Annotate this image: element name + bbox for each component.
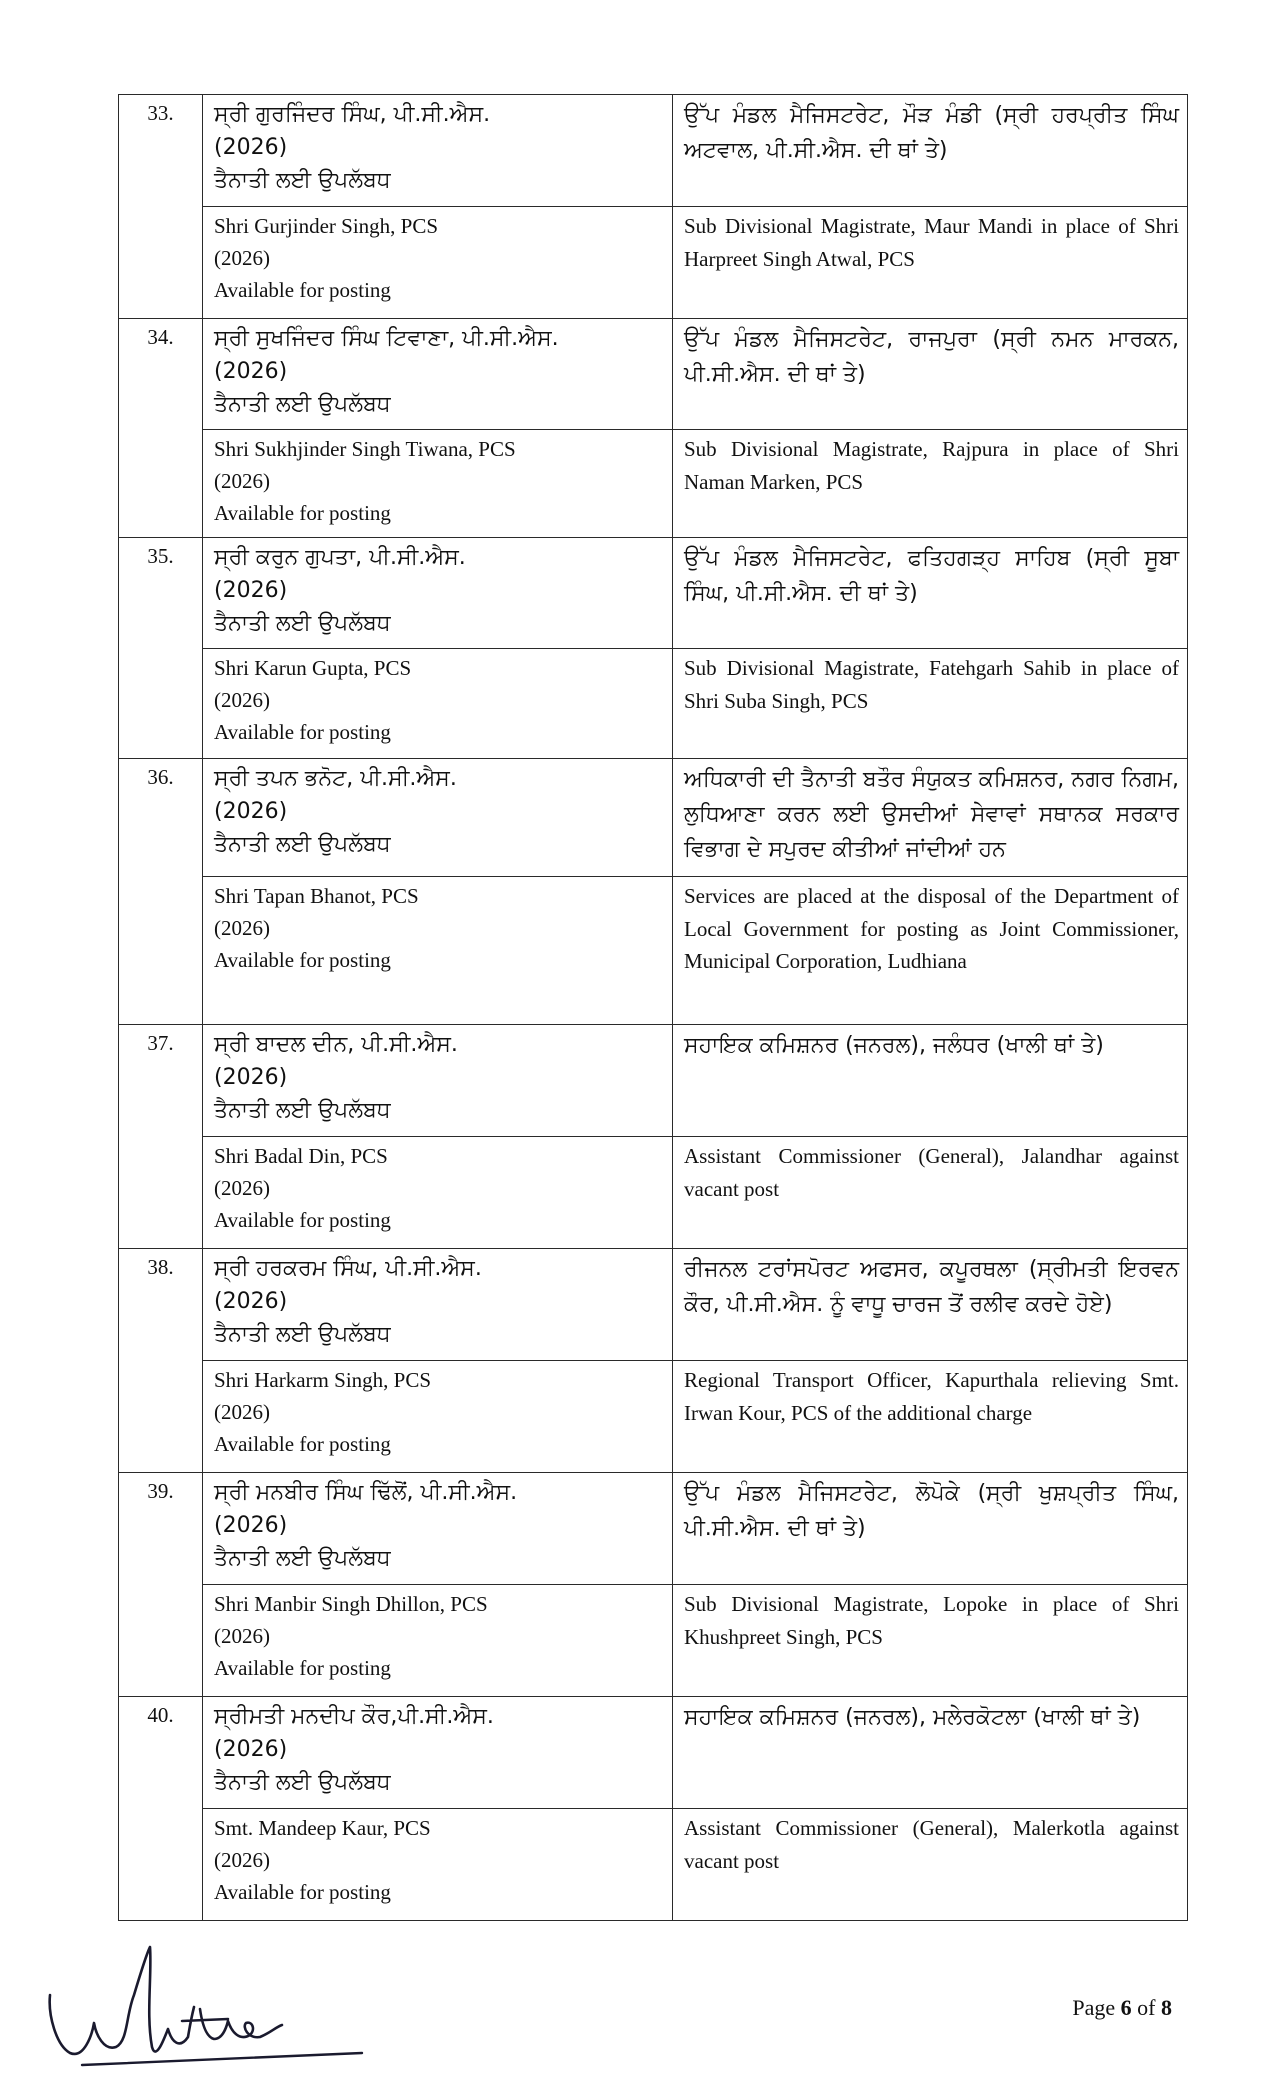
officer-name: Shri Tapan Bhanot, PCS — [214, 884, 419, 908]
batch-year: (2026) — [214, 688, 270, 712]
posting-text: Sub Divisional Magistrate, Lopoke in place of Shri Khushpreet Singh, PCS — [684, 1592, 1179, 1649]
entry-row-english — [119, 430, 1188, 538]
batch-year: (2026) — [214, 1737, 288, 1762]
entry-row-punjabi — [119, 1697, 1188, 1809]
batch-year: (2026) — [214, 1513, 288, 1538]
batch-year: (2026) — [214, 1848, 270, 1872]
officer-name: Shri Harkarm Singh, PCS — [214, 1368, 432, 1392]
batch-year: (2026) — [214, 1176, 270, 1200]
posting-status: Available for posting — [214, 720, 391, 744]
officer-name: Shri Gurjinder Singh, PCS — [214, 214, 439, 238]
batch-year: (2026) — [214, 1624, 270, 1648]
batch-year: (2026) — [214, 359, 288, 384]
posting-status: Available for posting — [214, 1656, 391, 1680]
officer-name-english — [203, 649, 673, 759]
officer-name: ਸ੍ਰੀ ਕਰੁਨ ਗੁਪਤਾ, ਪੀ.ਸੀ.ਐਸ. — [214, 545, 466, 570]
posting-status: ਤੈਨਾਤੀ ਲਈ ਉਪਲੱਬਧ — [214, 1098, 391, 1123]
serial-number: 35. — [119, 538, 203, 759]
posting-status: Available for posting — [214, 1208, 391, 1232]
officer-name-english — [203, 1361, 673, 1473]
posting-text: ਉੱਪ ਮੰਡਲ ਮੈਜਿਸਟਰੇਟ, ਫਤਿਹਗੜ੍ਹ ਸਾਹਿਬ (ਸ੍ਰੀ ਸੂਬਾ ਸਿੰਘ, ਪੀ.ਸੀ.ਐਸ. ਦੀ ਥਾਂ ਤੇ) — [684, 546, 1179, 606]
entry-row-english — [119, 877, 1188, 1025]
posting-punjabi — [673, 759, 1188, 877]
posting-status: ਤੈਨਾਤੀ ਲਈ ਉਪਲੱਬਧ — [214, 1322, 391, 1347]
posting-punjabi — [673, 95, 1188, 207]
officer-name-english — [203, 1585, 673, 1697]
posting-english — [673, 1137, 1188, 1249]
officer-name: ਸ੍ਰੀ ਸੁਖਜਿੰਦਰ ਸਿੰਘ ਟਿਵਾਣਾ, ਪੀ.ਸੀ.ਐਸ. — [214, 326, 559, 351]
posting-text: Sub Divisional Magistrate, Fatehgarh Sahib in place of Shri Suba Singh, PCS — [684, 656, 1179, 713]
page-total: 8 — [1161, 1995, 1172, 2020]
posting-status: Available for posting — [214, 1432, 391, 1456]
posting-status: ਤੈਨਾਤੀ ਲਈ ਉਪਲੱਬਧ — [214, 1770, 391, 1795]
posting-english — [673, 1809, 1188, 1921]
posting-english — [673, 1361, 1188, 1473]
batch-year: (2026) — [214, 135, 288, 160]
entry-row-english — [119, 207, 1188, 319]
officer-name: ਸ੍ਰੀ ਤਪਨ ਭਨੋਟ, ਪੀ.ਸੀ.ਐਸ. — [214, 766, 457, 791]
posting-text: ਸਹਾਇਕ ਕਮਿਸ਼ਨਰ (ਜਨਰਲ), ਜਲੰਧਰ (ਖਾਲੀ ਥਾਂ ਤੇ) — [684, 1033, 1104, 1058]
entry-row-punjabi — [119, 1473, 1188, 1585]
posting-status: Available for posting — [214, 501, 391, 525]
officer-name: Smt. Mandeep Kaur, PCS — [214, 1816, 431, 1840]
officer-name-english — [203, 877, 673, 1025]
officer-name: ਸ੍ਰੀਮਤੀ ਮਨਦੀਪ ਕੌਰ,ਪੀ.ਸੀ.ਐਸ. — [214, 1704, 494, 1729]
posting-punjabi — [673, 319, 1188, 430]
officer-name: Shri Badal Din, PCS — [214, 1144, 388, 1168]
officer-name-english — [203, 1137, 673, 1249]
posting-text: Regional Transport Officer, Kapurthala relieving Smt. Irwan Kour, PCS of the additional charge — [684, 1368, 1179, 1425]
officer-name: ਸ੍ਰੀ ਹਰਕਰਮ ਸਿੰਘ, ਪੀ.ਸੀ.ਐਸ. — [214, 1256, 482, 1281]
officer-name-punjabi — [203, 1697, 673, 1809]
batch-year: (2026) — [214, 578, 288, 603]
posting-text: ਉੱਪ ਮੰਡਲ ਮੈਜਿਸਟਰੇਟ, ਮੌੜ ਮੰਡੀ (ਸ੍ਰੀ ਹਰਪ੍ਰੀਤ ਸਿੰਘ ਅਟਵਾਲ, ਪੀ.ਸੀ.ਐਸ. ਦੀ ਥਾਂ ਤੇ) — [684, 103, 1179, 163]
posting-status: ਤੈਨਾਤੀ ਲਈ ਉਪਲੱਬਧ — [214, 168, 391, 193]
entry-row-punjabi — [119, 1249, 1188, 1361]
serial-number: 36. — [119, 759, 203, 1025]
posting-status: ਤੈਨਾਤੀ ਲਈ ਉਪਲੱਬਧ — [214, 1546, 391, 1571]
posting-status: ਤੈਨਾਤੀ ਲਈ ਉਪਲੱਬਧ — [214, 392, 391, 417]
posting-english — [673, 877, 1188, 1025]
handwritten-signature — [42, 1935, 372, 2085]
posting-punjabi — [673, 1025, 1188, 1137]
posting-text: Services are placed at the disposal of the Department of Local Government for posting as Joint Commissioner, Municipal Corporation, Ludhiana — [684, 884, 1179, 973]
posting-status: ਤੈਨਾਤੀ ਲਈ ਉਪਲੱਬਧ — [214, 832, 391, 857]
page-of: of — [1131, 1995, 1161, 2020]
batch-year: (2026) — [214, 916, 270, 940]
serial-number: 40. — [119, 1697, 203, 1921]
entry-row-english — [119, 1585, 1188, 1697]
officer-name-english — [203, 1809, 673, 1921]
officer-name-english — [203, 207, 673, 319]
officer-name-punjabi — [203, 1025, 673, 1137]
posting-text: Sub Divisional Magistrate, Rajpura in place of Shri Naman Marken, PCS — [684, 437, 1179, 494]
posting-status: Available for posting — [214, 278, 391, 302]
posting-status: Available for posting — [214, 1880, 391, 1904]
posting-text: ਉੱਪ ਮੰਡਲ ਮੈਜਿਸਟਰੇਟ, ਰਾਜਪੁਰਾ (ਸ੍ਰੀ ਨਮਨ ਮਾਰਕਨ, ਪੀ.ਸੀ.ਐਸ. ਦੀ ਥਾਂ ਤੇ) — [684, 327, 1179, 387]
entry-row-punjabi — [119, 759, 1188, 877]
serial-number: 38. — [119, 1249, 203, 1473]
serial-number: 33. — [119, 95, 203, 319]
table-body — [119, 95, 1188, 1921]
page-prefix: Page — [1072, 1995, 1121, 2020]
batch-year: (2026) — [214, 1065, 288, 1090]
officer-name-punjabi — [203, 1473, 673, 1585]
posting-text: Assistant Commissioner (General), Malerkotla against vacant post — [684, 1816, 1179, 1873]
posting-text: ਰੀਜਨਲ ਟਰਾਂਸਪੋਰਟ ਅਫਸਰ, ਕਪੂਰਥਲਾ (ਸ੍ਰੀਮਤੀ ਇਰਵਨ ਕੌਰ, ਪੀ.ਸੀ.ਐਸ. ਨੂੰ ਵਾਧੂ ਚਾਰਜ ਤੋਂ ਰਲੀਵ ਕਰਦੇ ਹੋਏ) — [684, 1257, 1179, 1317]
officer-name: Shri Sukhjinder Singh Tiwana, PCS — [214, 437, 516, 461]
posting-text: ਸਹਾਇਕ ਕਮਿਸ਼ਨਰ (ਜਨਰਲ), ਮਲੇਰਕੋਟਲਾ (ਖਾਲੀ ਥਾਂ ਤੇ) — [684, 1705, 1141, 1730]
officer-name: ਸ੍ਰੀ ਗੁਰਜਿੰਦਰ ਸਿੰਘ, ਪੀ.ਸੀ.ਐਸ. — [214, 102, 491, 127]
batch-year: (2026) — [214, 1289, 288, 1314]
posting-text: Assistant Commissioner (General), Jalandhar against vacant post — [684, 1144, 1179, 1201]
officer-name: Shri Karun Gupta, PCS — [214, 656, 412, 680]
posting-status: Available for posting — [214, 948, 391, 972]
officer-name-english — [203, 430, 673, 538]
posting-text: Sub Divisional Magistrate, Maur Mandi in place of Shri Harpreet Singh Atwal, PCS — [684, 214, 1179, 271]
officer-name-punjabi — [203, 95, 673, 207]
page-number — [1072, 1995, 1172, 2021]
serial-number: 39. — [119, 1473, 203, 1697]
posting-english — [673, 649, 1188, 759]
entry-row-punjabi — [119, 538, 1188, 649]
officer-name: ਸ੍ਰੀ ਮਨਬੀਰ ਸਿੰਘ ਢਿੱਲੋਂ, ਪੀ.ਸੀ.ਐਸ. — [214, 1480, 518, 1505]
page-current: 6 — [1120, 1995, 1132, 2020]
posting-status: ਤੈਨਾਤੀ ਲਈ ਉਪਲੱਬਧ — [214, 611, 391, 636]
posting-english — [673, 430, 1188, 538]
posting-orders-table — [118, 94, 1188, 1921]
batch-year: (2026) — [214, 246, 270, 270]
officer-name-punjabi — [203, 538, 673, 649]
officer-name: Shri Manbir Singh Dhillon, PCS — [214, 1592, 488, 1616]
officer-name-punjabi — [203, 1249, 673, 1361]
officer-name-punjabi — [203, 759, 673, 877]
entry-row-punjabi — [119, 95, 1188, 207]
posting-english — [673, 1585, 1188, 1697]
officer-name: ਸ੍ਰੀ ਬਾਦਲ ਦੀਨ, ਪੀ.ਸੀ.ਐਸ. — [214, 1032, 458, 1057]
entry-row-english — [119, 1361, 1188, 1473]
posting-text: ਉੱਪ ਮੰਡਲ ਮੈਜਿਸਟਰੇਟ, ਲੋਪੋਕੇ (ਸ੍ਰੀ ਖੁਸ਼ਪ੍ਰੀਤ ਸਿੰਘ, ਪੀ.ਸੀ.ਐਸ. ਦੀ ਥਾਂ ਤੇ) — [684, 1481, 1179, 1541]
batch-year: (2026) — [214, 469, 270, 493]
officer-name-punjabi — [203, 319, 673, 430]
posting-english — [673, 207, 1188, 319]
serial-number: 37. — [119, 1025, 203, 1249]
entry-row-punjabi — [119, 319, 1188, 430]
posting-punjabi — [673, 1473, 1188, 1585]
batch-year: (2026) — [214, 799, 288, 824]
entry-row-punjabi — [119, 1025, 1188, 1137]
serial-number: 34. — [119, 319, 203, 538]
entry-row-english — [119, 649, 1188, 759]
posting-punjabi — [673, 1697, 1188, 1809]
posting-punjabi — [673, 1249, 1188, 1361]
posting-punjabi — [673, 538, 1188, 649]
entry-row-english — [119, 1137, 1188, 1249]
entry-row-english — [119, 1809, 1188, 1921]
batch-year: (2026) — [214, 1400, 270, 1424]
posting-text: ਅਧਿਕਾਰੀ ਦੀ ਤੈਨਾਤੀ ਬਤੌਰ ਸੰਯੁਕਤ ਕਮਿਸ਼ਨਰ, ਨਗਰ ਨਿਗਮ, ਲੁਧਿਆਣਾ ਕਰਨ ਲਈ ਉਸਦੀਆਂ ਸੇਵਾਵਾਂ ਸਥਾਨਕ ਸਰਕਾਰ ਵਿਭਾਗ ਦੇ ਸਪੁਰਦ ਕੀਤੀਆਂ ਜਾਂਦੀਆਂ ਹਨ — [684, 767, 1179, 862]
